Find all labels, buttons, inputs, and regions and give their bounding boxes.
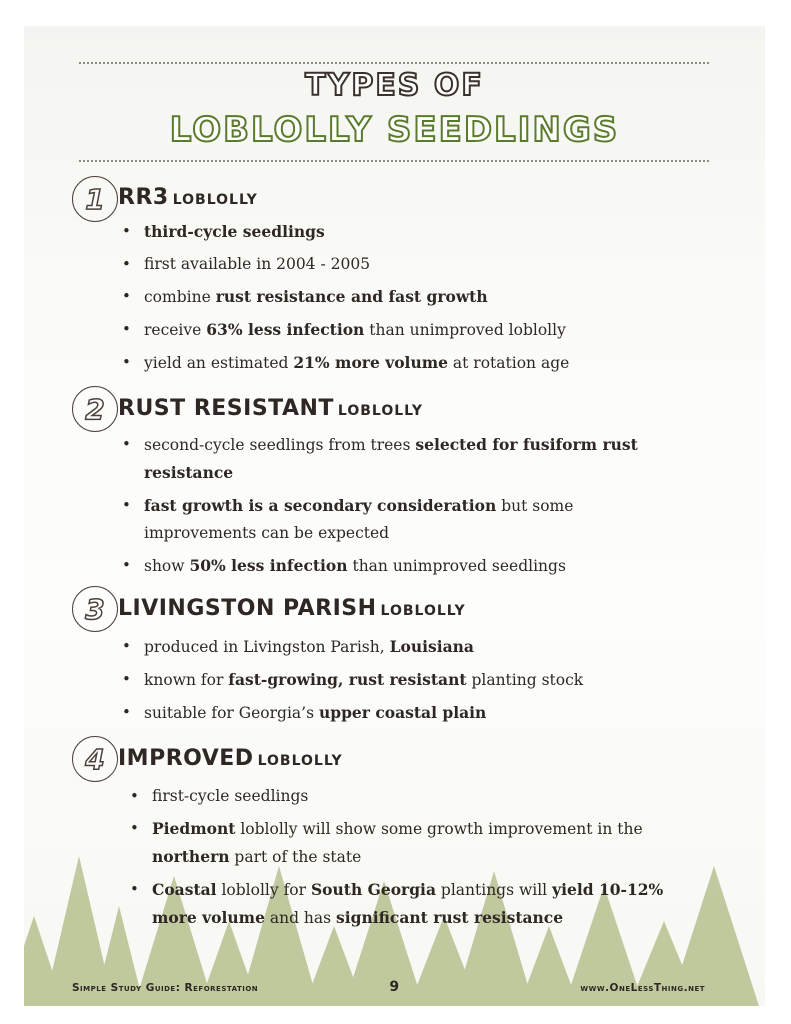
bullet-text: produced in Livingston Parish,	[144, 638, 390, 656]
section-number-2: 2	[72, 386, 118, 432]
bullet-text: combine	[144, 288, 216, 306]
bullet-text: first available in 2004 - 2005	[144, 255, 371, 273]
page	[24, 26, 765, 1006]
bullet-item	[122, 552, 682, 580]
footer-website-link[interactable]: www.OneLessThing.net	[580, 982, 705, 994]
bullet-emphasis: significant rust resistance	[336, 908, 564, 927]
section-heading-sub: LOBLOLLY	[337, 403, 424, 419]
bullet-emphasis: third-cycle seedlings	[144, 222, 325, 241]
bullet-item	[130, 783, 700, 810]
bullet-text: and has	[264, 909, 337, 927]
bullet-emphasis: fast-growing, rust resistant	[228, 670, 467, 689]
bullet-text: second-cycle seedlings from trees	[144, 436, 416, 454]
footer-guide-title: Simple Study Guide: Reforestation	[72, 982, 259, 994]
bullet-text: plantings will	[435, 881, 553, 899]
bullet-item	[122, 431, 682, 487]
bullet-emphasis: fast growth is a secondary consideration	[144, 496, 497, 515]
section-heading-livingston-parish	[118, 596, 466, 621]
bullet-text: part of the state	[229, 848, 362, 866]
bullet-item	[122, 218, 722, 246]
bullet-item	[122, 316, 722, 344]
bullet-text: loblolly for	[216, 881, 311, 899]
section-bullets	[122, 218, 722, 382]
bullet-item	[130, 815, 700, 871]
section-bullets	[130, 783, 700, 937]
bullet-text: but some improvements can be expected	[144, 497, 574, 542]
section-heading-improved	[118, 746, 343, 771]
bullet-emphasis: upper coastal plain	[318, 703, 487, 722]
bullet-emphasis: yield 10-12% more volume	[152, 880, 664, 927]
section-heading-sub: LOBLOLLY	[172, 192, 258, 208]
section-heading-main: RUST RESISTANT	[118, 396, 334, 421]
bullet-item	[122, 666, 722, 694]
section-heading-main: LIVINGSTON PARISH	[118, 596, 377, 621]
bullet-text: yield an estimated	[144, 354, 294, 372]
bullet-emphasis: 63% less infection	[206, 320, 365, 339]
bullet-item	[122, 283, 722, 311]
section-number-1: 1	[72, 176, 118, 222]
page-title-line-1: TYPES OF	[305, 68, 484, 103]
title-divider-bottom	[79, 160, 709, 162]
bullet-item	[122, 349, 722, 377]
section-bullets	[122, 633, 722, 732]
bullet-text: show	[144, 557, 190, 575]
bullet-item	[122, 492, 682, 547]
bullet-text: at rotation age	[447, 354, 570, 372]
title-divider-top	[79, 62, 709, 64]
page-title-line-2: LOBLOLLY SEEDLINGS	[169, 110, 620, 150]
section-heading-rust-resistant	[118, 396, 423, 421]
section-heading-main: RR3	[118, 185, 169, 210]
bullet-emphasis: South Georgia	[310, 880, 436, 899]
bullet-emphasis: Louisiana	[389, 637, 474, 656]
bullet-text: suitable for Georgia’s	[144, 704, 319, 722]
bullet-text: than unimproved seedlings	[347, 557, 566, 575]
section-number-3: 3	[72, 586, 118, 632]
section-heading-main: IMPROVED	[118, 746, 254, 771]
section-heading-sub: LOBLOLLY	[257, 753, 343, 769]
bullet-text: known for	[144, 671, 229, 689]
bullet-text: than unimproved loblolly	[364, 321, 566, 339]
bullet-text: receive	[144, 321, 207, 339]
bullet-text: loblolly will show some growth improvement in the	[235, 820, 643, 838]
bullet-emphasis: Piedmont	[152, 819, 236, 838]
section-heading-sub: LOBLOLLY	[380, 603, 466, 619]
bullet-emphasis: 50% less infection	[189, 556, 348, 575]
bullet-emphasis: 21% more volume	[293, 353, 448, 372]
bullet-text: first-cycle seedlings	[152, 787, 309, 805]
bullet-item	[122, 251, 722, 278]
bullet-item	[122, 699, 722, 727]
section-number-4: 4	[72, 736, 118, 782]
bullet-item	[130, 876, 700, 932]
bullet-emphasis: selected for fusiform rust resistance	[144, 435, 638, 482]
bullet-emphasis: rust resistance and fast growth	[215, 287, 488, 306]
page-number: 9	[389, 979, 400, 995]
bullet-emphasis: Coastal	[152, 880, 217, 899]
bullet-emphasis: northern	[152, 847, 230, 866]
bullet-item	[122, 633, 722, 661]
section-heading-rr3	[118, 185, 258, 210]
section-bullets	[122, 431, 682, 585]
bullet-text: planting stock	[466, 671, 584, 689]
